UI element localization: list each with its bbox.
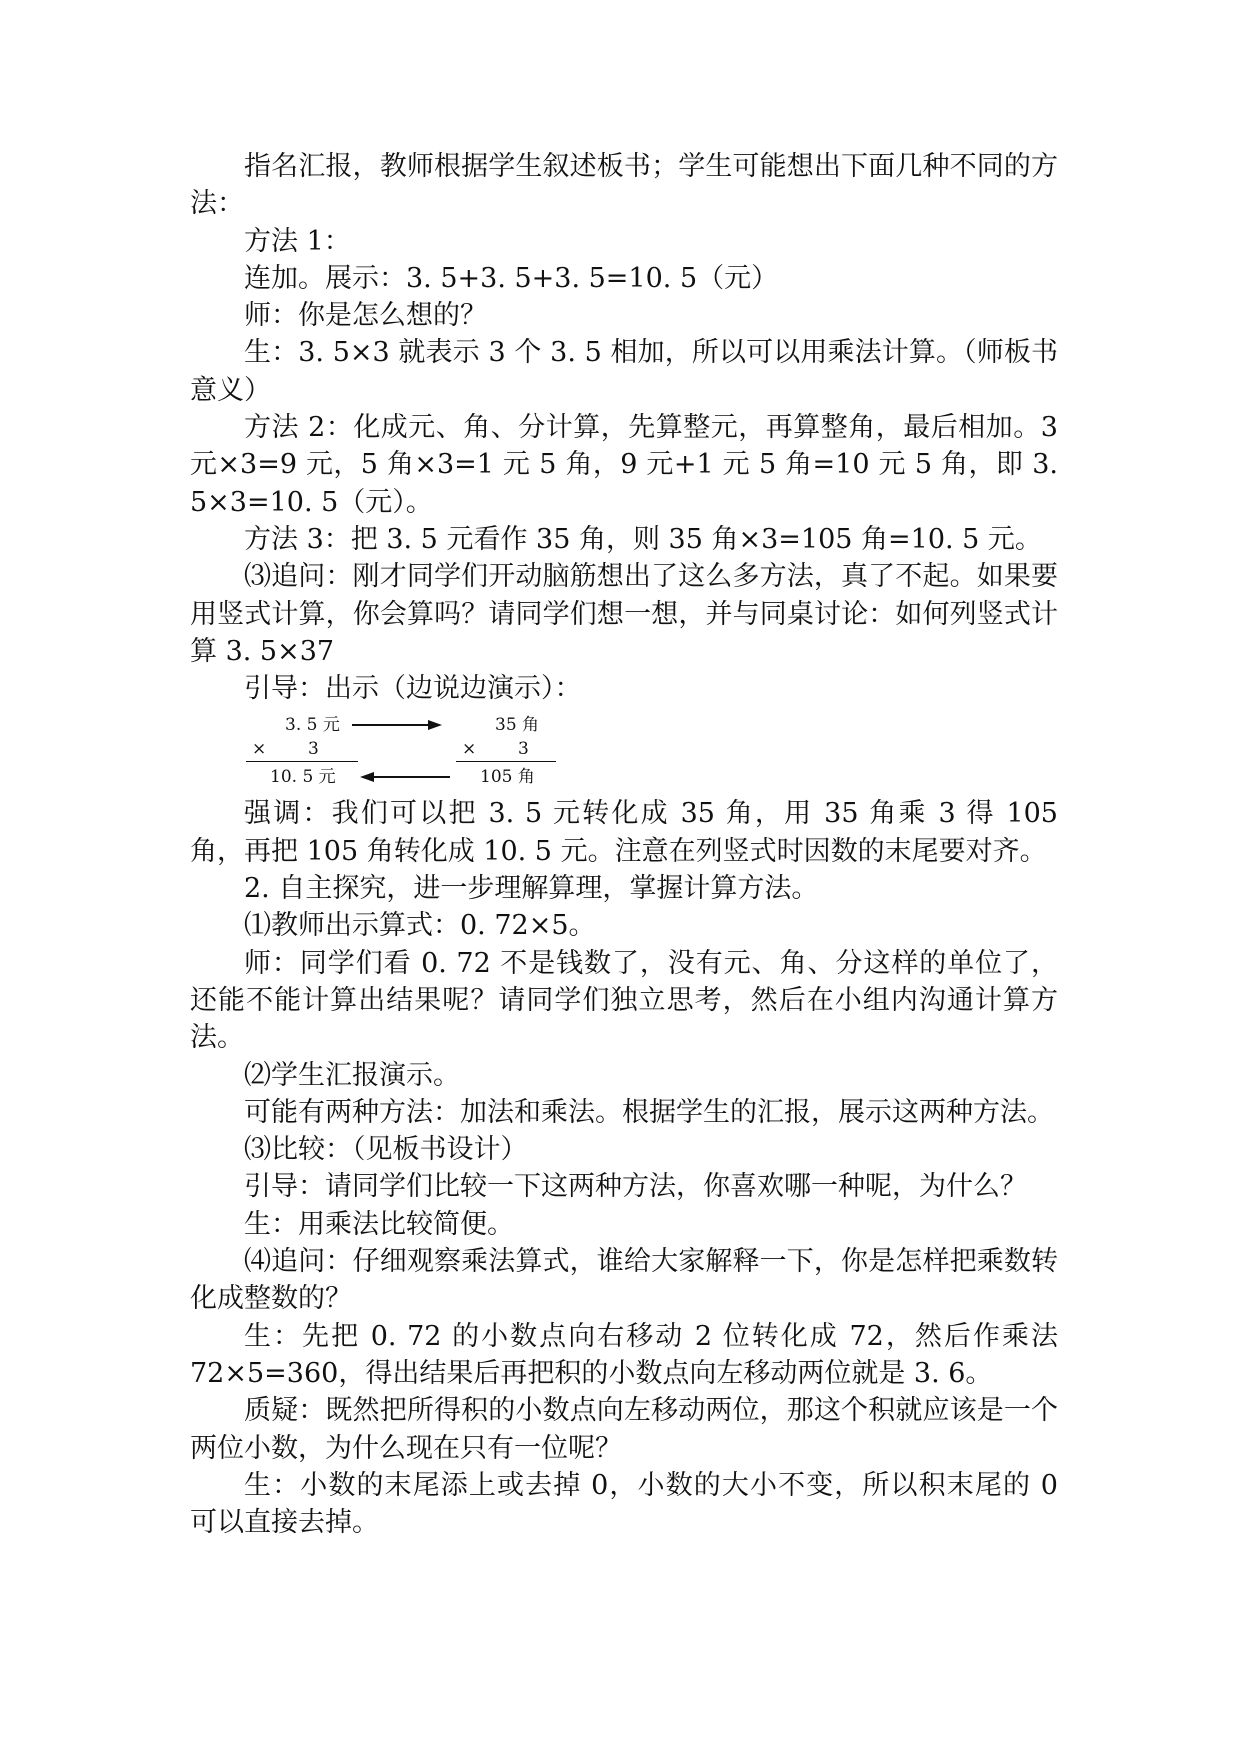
paragraph-teacher-prompt: 师：同学们看 0. 72 不是钱数了，没有元、角、分这样的单位了，还能不能计算出结果呢？请同学们独立思考，然后在小组内沟通计算方法。 [190, 947, 1058, 1054]
right-times-sign: × [462, 739, 477, 760]
left-multiplicand: 3. 5 元 [285, 715, 340, 736]
right-product: 105 角 [480, 767, 535, 788]
conversion-arrows [190, 711, 620, 793]
paragraph-method-1-heading: 方法 1： [244, 225, 351, 257]
vertical-calculation-diagram [190, 711, 1058, 793]
paragraph-teacher-question: 师：你是怎么想的？ [244, 300, 487, 332]
paragraph-report: 指名汇报，教师根据学生叙述板书；学生可能想出下面几种不同的方法： [190, 151, 1058, 220]
arrow-left-icon [360, 772, 450, 782]
arrow-right-icon [352, 720, 442, 730]
right-multiplier: 3 [518, 739, 529, 760]
paragraph-step-4: ⑷追问：仔细观察乘法算式，谁给大家解释一下，你是怎样把乘数转化成整数的？ [190, 1246, 1058, 1315]
left-product: 10. 5 元 [270, 767, 336, 788]
paragraph-student-simple: 生：用乘法比较简便。 [244, 1208, 514, 1240]
paragraph-guide-compare: 引导：请同学们比较一下这两种方法，你喜欢哪一种呢，为什么？ [244, 1171, 1027, 1203]
paragraph-method-1-body: 连加。展示：3. 5+3. 5+3. 5=10. 5（元） [244, 262, 779, 294]
paragraph-step-2: ⑵学生汇报演示。 [244, 1059, 460, 1091]
paragraph-emphasis: 强调：我们可以把 3. 5 元转化成 35 角，用 35 角乘 3 得 105 角，再把 105 角转化成 10. 5 元。注意在列竖式时因数的末尾要对齐。 [190, 798, 1058, 867]
paragraph-method-3: 方法 3：把 3. 5 元看作 35 角，则 35 角×3=105 角=10. 5 元。 [244, 523, 1042, 555]
right-multiplicand: 35 角 [495, 715, 540, 736]
paragraph-follow-up-3: ⑶追问：刚才同学们开动脑筋想出了这么多方法，真了不起。如果要用竖式计算，你会算吗？请同学们想一想，并与同桌讨论：如何列竖式计算 3. 5×37 [190, 561, 1058, 667]
paragraph-guide-show: 引导：出示（边说边演示）： [244, 673, 582, 705]
left-times-sign: × [252, 739, 267, 760]
lesson-text [190, 148, 1058, 1541]
paragraph-method-2: 方法 2：化成元、角、分计算，先算整元，再算整角，最后相加。3 元×3=9 元，5 角×3=1 元 5 角，9 元+1 元 5 角=10 元 5 角，即 3. 5×3=10. 5（元）。 [190, 412, 1058, 518]
paragraph-two-methods: 可能有两种方法：加法和乘法。根据学生的汇报，展示这两种方法。 [244, 1096, 1054, 1128]
paragraph-step-3: ⑶比较：（见板书设计） [244, 1134, 528, 1166]
paragraph-step-1: ⑴教师出示算式：0. 72×5。 [244, 910, 596, 942]
paragraph-student-explain: 生：先把 0. 72 的小数点向右移动 2 位转化成 72，然后作乘法 72×5=360，得出结果后再把积的小数点向左移动两位就是 3. 6。 [190, 1320, 1058, 1389]
paragraph-student-conclusion: 生：小数的末尾添上或去掉 0，小数的大小不变，所以积末尾的 0 可以直接去掉。 [190, 1469, 1058, 1539]
paragraph-section-2: 2. 自主探究，进一步理解算理，掌握计算方法。 [244, 873, 819, 905]
paragraph-question: 质疑：既然把所得积的小数点向左移动两位，那这个积就应该是一个两位小数，为什么现在只有一位呢？ [190, 1395, 1058, 1464]
left-multiplier: 3 [308, 739, 319, 760]
paragraph-student-answer: 生：3. 5×3 就表示 3 个 3. 5 相加，所以可以用乘法计算。（师板书意义） [190, 337, 1058, 406]
